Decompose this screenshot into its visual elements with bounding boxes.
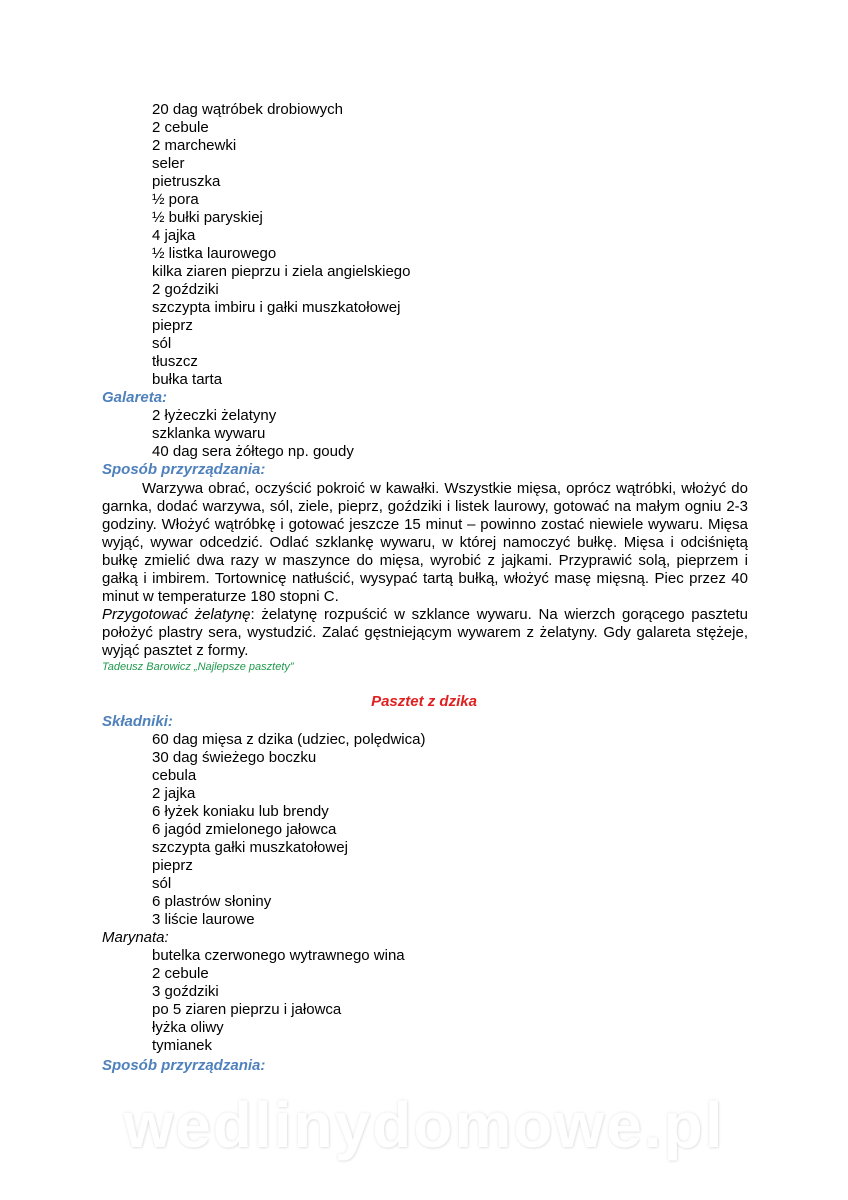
method-text-block [102, 480, 748, 660]
ingredient-list-boar [152, 731, 425, 929]
list-item: bułka tarta [152, 371, 223, 388]
list-item: sól [152, 335, 172, 352]
list-item: ½ pora [152, 191, 199, 208]
list-item: łyżka oliwy [152, 1019, 224, 1036]
list-item: 3 liście laurowe [152, 911, 255, 928]
list-item: 3 goździki [152, 983, 219, 1000]
list-item: szklanka wywaru [152, 425, 266, 442]
gelatin-paragraph [102, 606, 748, 660]
list-item: 2 cebule [152, 965, 209, 982]
list-item: cebula [152, 767, 197, 784]
list-item: 6 łyżek koniaku lub brendy [152, 803, 329, 820]
list-item: tymianek [152, 1037, 213, 1054]
list-item: 20 dag wątróbek drobiowych [152, 101, 343, 118]
method-heading: Sposób przyrządzania: [102, 461, 266, 478]
list-item: pieprz [152, 857, 193, 874]
marinade-heading: Marynata: [102, 929, 169, 946]
list-item: ½ listka laurowego [152, 245, 277, 262]
recipe-title: Pasztet z dzika [371, 693, 477, 710]
list-item: 2 łyżeczki żelatyny [152, 407, 277, 424]
list-item: tłuszcz [152, 353, 198, 370]
galareta-heading: Galareta: [102, 389, 168, 406]
list-item: seler [152, 155, 185, 172]
list-item: po 5 ziaren pieprzu i jałowca [152, 1001, 342, 1018]
marinade-list [152, 947, 405, 1055]
list-item: ½ bułki paryskiej [152, 209, 263, 226]
watermark: wedlinydomowe.pl [123, 1089, 725, 1161]
galareta-list [152, 407, 354, 461]
method-paragraph: Warzywa obrać, oczyścić pokroić w kawałki. Wszystkie mięsa, oprócz wątróbki, włożyć do garnka, dodać warzywa, sól, ziele, pieprz, goździki i listek laurowy, gotować na małym ogniu 2-3 godziny. Włożyć wątróbkę i gotować jeszcze 15 minut – powinno zostać niewiele wywaru. Mięsa wyjąć, wywar odcedzić. Odlać szklankę wywaru, w której namoczyć bułkę. Mięsa i odciśniętą bułkę zmielić dwa razy w maszynce do mięsa, wyrobić z jajkami. Przyprawić solą, pieprzem i gałką i imbirem. Tortownicę natłuścić, wysypać tartą bułką, włożyć masę mięsną. Piec przez 40 minut w temperaturze 180 stopni C. [102, 480, 748, 605]
list-item: 2 goździki [152, 281, 219, 298]
gelatin-text: : żelatynę rozpuścić w szklance wywaru. Na wierzch gorącego pasztetu położyć plastry sera, wystudzić. Zalać gęstniejącym wywarem z żelatyny. Gdy galareta stężeje, wyjąć pasztet z formy. [102, 606, 749, 659]
list-item: 30 dag świeżego boczku [152, 749, 317, 766]
source-citation: Tadeusz Barowicz „Najlepsze pasztety” [102, 661, 294, 673]
list-item: pietruszka [152, 173, 221, 190]
list-item: sól [152, 875, 172, 892]
ingredients-heading: Składniki: [102, 713, 173, 730]
list-item: pieprz [152, 317, 193, 334]
ingredient-list [152, 101, 410, 389]
list-item: 40 dag sera żółtego np. goudy [152, 443, 354, 460]
list-item: szczypta imbiru i gałki muszkatołowej [152, 299, 401, 316]
list-item: 2 cebule [152, 119, 209, 136]
gelatin-lead: Przygotować żelatynę [102, 606, 251, 623]
list-item: 2 jajka [152, 785, 196, 802]
method-heading-boar: Sposób przyrządzania: [102, 1057, 266, 1074]
list-item: szczypta gałki muszkatołowej [152, 839, 348, 856]
list-item: 60 dag mięsa z dzika (udziec, polędwica) [152, 731, 426, 748]
list-item: kilka ziaren pieprzu i ziela angielskiego [152, 263, 411, 280]
list-item: 2 marchewki [152, 137, 237, 154]
list-item: 6 jagód zmielonego jałowca [152, 821, 337, 838]
list-item: butelka czerwonego wytrawnego wina [152, 947, 405, 964]
list-item: 6 plastrów słoniny [152, 893, 272, 910]
list-item: 4 jajka [152, 227, 196, 244]
